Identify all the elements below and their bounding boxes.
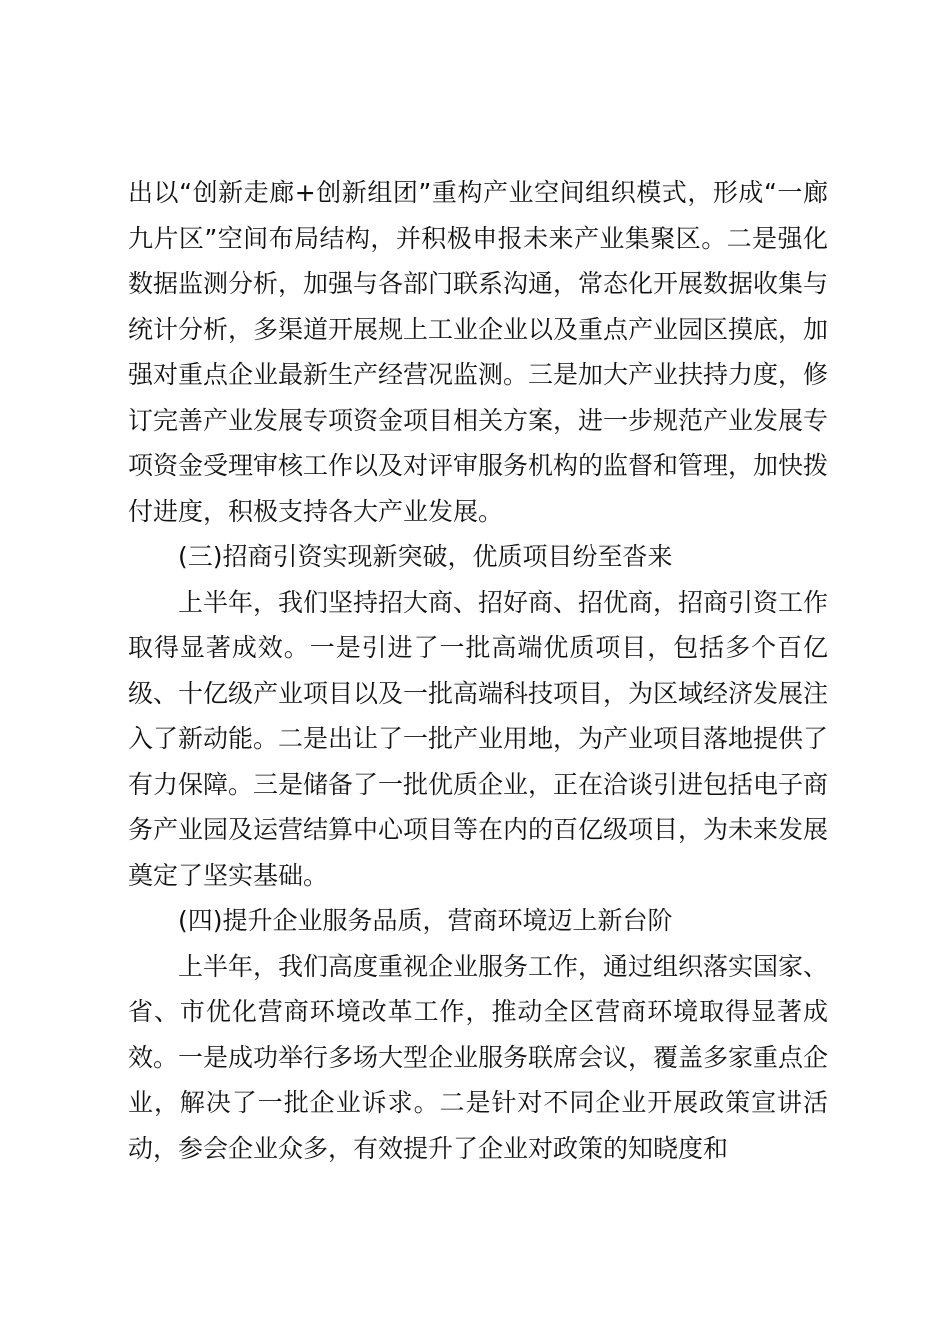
paragraph-continuation: 出以“创新走廊+创新组团”重构产业空间组织模式，形成“一廊九片区”空间布局结构，并积极申报未来产业集聚区。二是强化数据监测分析，加强与各部门联系沟通，常态化开展数据收集与统计分析，多渠道开展规上工业企业以及重点产业园区摸底，加强对重点企业最新生产经营况监测。三是加大产业扶持力度，修订完善产业发展专项资金项目相关方案，进一步规范产业发展专项资金受理审核工作以及对评审服务机构的监督和管理，加快拨付进度，积极支持各大产业发展。 [128,178,829,526]
section-heading-3: (三)招商引资实现新突破，优质项目纷至沓来 [178,542,673,571]
paragraph-investment: 上半年，我们坚持招大商、招好商、招优商，招商引资工作取得显著成效。一是引进了一批高端优质项目，包括多个百亿级、十亿级产业项目以及一批高端科技项目，为区域经济发展注入了新动能。二是出让了一批产业用地，为产业项目落地提供了有力保障。三是储备了一批优质企业，正在洽谈引进包括电子商务产业园及运营结算中心项目等在内的百亿级项目，为未来发展奠定了坚实基础。 [128,587,829,890]
paragraph-service: 上半年，我们高度重视企业服务工作，通过组织落实国家、省、市优化营商环境改革工作，推动全区营商环境取得显著成效。一是成功举行多场大型企业服务联席会议，覆盖多家重点企业，解决了一批企业诉求。二是针对不同企业开展政策宣讲活动，参会企业众多，有效提升了企业对政策的知晓度和 [128,951,829,1163]
section-heading-4: (四)提升企业服务品质，营商环境迈上新台阶 [178,906,673,935]
document-body [128,170,828,1171]
